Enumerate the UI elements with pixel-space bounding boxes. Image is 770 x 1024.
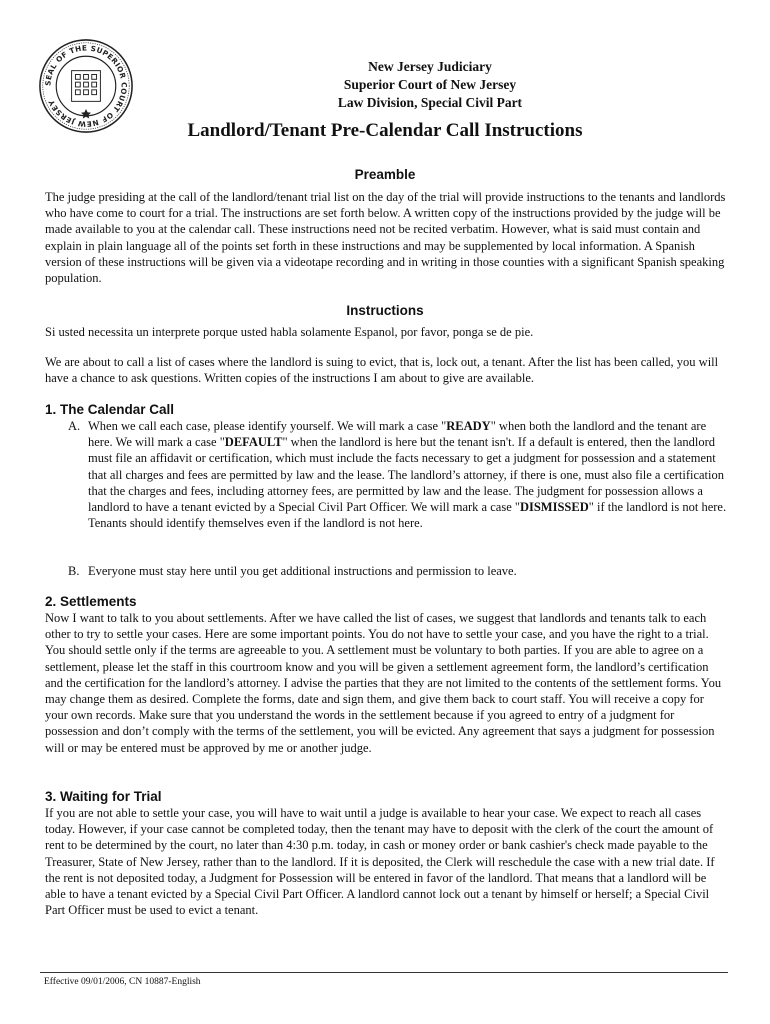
settlements-text: Now I want to talk to you about settlements. After we have called the list of cases, we suggest that landlords and tenants talk to each other to try to settle your cases. Here are some important points. You do not have to settle your case, and you have the right to a trial. You should settle only if the terms are agreeable to you. A settlement must be voluntary to both parties. If you are able to agree on a settlement, please let the staff in this courtroom know and you will be given a settlement agreement form, the landlord’s certification and the certification for the landlord’s attorney. I advise the parties that they are not limited to the contents of the settlement forms. You may change them as desired. Complete the forms, date and sign them, and give them back to court staff. You will receive a copy for your own records. Make sure that you understand the words in the settlement because if you agreed to entry of a judgment for possession and don’t comply with the terms of the settlement, you will be evicted. Any agreement that says a judgment for possession will or may be entered must be approved by me or another judge.	[45, 611, 722, 755]
item-b-text: Everyone must stay here until you get additional instructions and permission to leave.	[88, 564, 517, 578]
preamble-text: The judge presiding at the call of the landlord/tenant trial list on the day of the trial will provide instructions to the tenants and landlords who have come to court for a trial. The instructions are set forth below. A written copy of the instructions provided by the judge will be made available to you at the calendar call. These instructions need not be recited verbatim. However, what is said must contain and explain in plain language all of the points set forth in these instructions and may be supplemented by local information. A Spanish version of these instructions will be given via a videotape recording and in writing in those counties with a significant Spanish speaking population.	[45, 190, 726, 286]
item-a-letter: A.	[68, 419, 81, 433]
preamble-heading: Preamble	[354, 167, 416, 182]
footer-effective-date: Effective 09/01/2006, CN 10887-English	[44, 977, 201, 987]
section-waiting-for-trial-heading: 3. Waiting for Trial	[45, 789, 162, 804]
instructions-intro: We are about to call a list of cases where the landlord is suing to evict, that is, lock out, a tenant. After the list has been called, you will have a chance to ask questions. Written copies of the instructions I am about to give are available.	[45, 355, 719, 386]
default-status: DEFAULT	[224, 435, 283, 450]
waiting-for-trial-text: If you are not able to settle your case, you will have to wait until a judge is available to hear your case. We expect to reach all cases today. However, if your case cannot be completed today, then the tenant may have to deposit with the clerk of the court the amount of rent to be determined by the court, no later than 4:30 p.m. today, in cash or money order or bank cashier's check made payable to the Treasurer, State of New Jersey, rather than to the landlord. If it is deposited, the Clerk will reschedule the case with a new trial date. If the rent is not deposited today, a Judgment for Possession will be entered in favor of the landlord. That means that a landlord will be able to have a tenant evicted by a Special Civil Part Officer. A landlord cannot lock out a tenant by himself or herself; a Special Civil Part Officer must be used to evict a tenant.	[45, 806, 715, 918]
header-line-division: Law Division, Special Civil Part	[337, 95, 523, 110]
seal-ring-text: SEAL OF THE SUPERIOR COURT OF NEW JERSEY	[43, 43, 129, 129]
spanish-interpreter-note: Si usted necessita un interprete porque usted habla solamente Espanol, por favor, ponga se de pie.	[45, 325, 534, 339]
dismissed-status: DISMISSED	[519, 500, 589, 515]
instructions-heading: Instructions	[346, 303, 424, 318]
item-a-text: When we call each case, please identify yourself. We will mark a case "READY" when both the landlord and the tenant are here. We will mark a case "DEFAULT" when the landlord is here but the tenant isn't. If a default is entered, then the landlord must file an affidavit or certification, which must include the facts necessary to get a judgment for possession and a statement that all charges and fees are permitted by law and the lease. The landlord’s attorney, if there is one, must also file a certification that the charges and fees, including attorney fees, are permitted by law and the lease. The judgment for possession allows a landlord to have a tenant evicted by a Special Civil Part Officer. We will mark a case "DISMISSED" if the landlord is not here. Tenants should identify themselves even if the landlord is not here.	[88, 419, 727, 531]
section-settlements-heading: 2. Settlements	[45, 594, 137, 609]
item-b-letter: B.	[68, 564, 80, 578]
court-header	[300, 58, 560, 112]
section-calendar-call-heading: 1. The Calendar Call	[45, 402, 175, 417]
header-line-judiciary: New Jersey Judiciary	[368, 59, 492, 74]
footer-divider	[40, 972, 728, 973]
ready-status: READY	[446, 419, 491, 433]
document-title: Landlord/Tenant Pre-Calendar Call Instructions	[187, 120, 583, 141]
header-line-superior-court: Superior Court of New Jersey	[343, 77, 517, 92]
